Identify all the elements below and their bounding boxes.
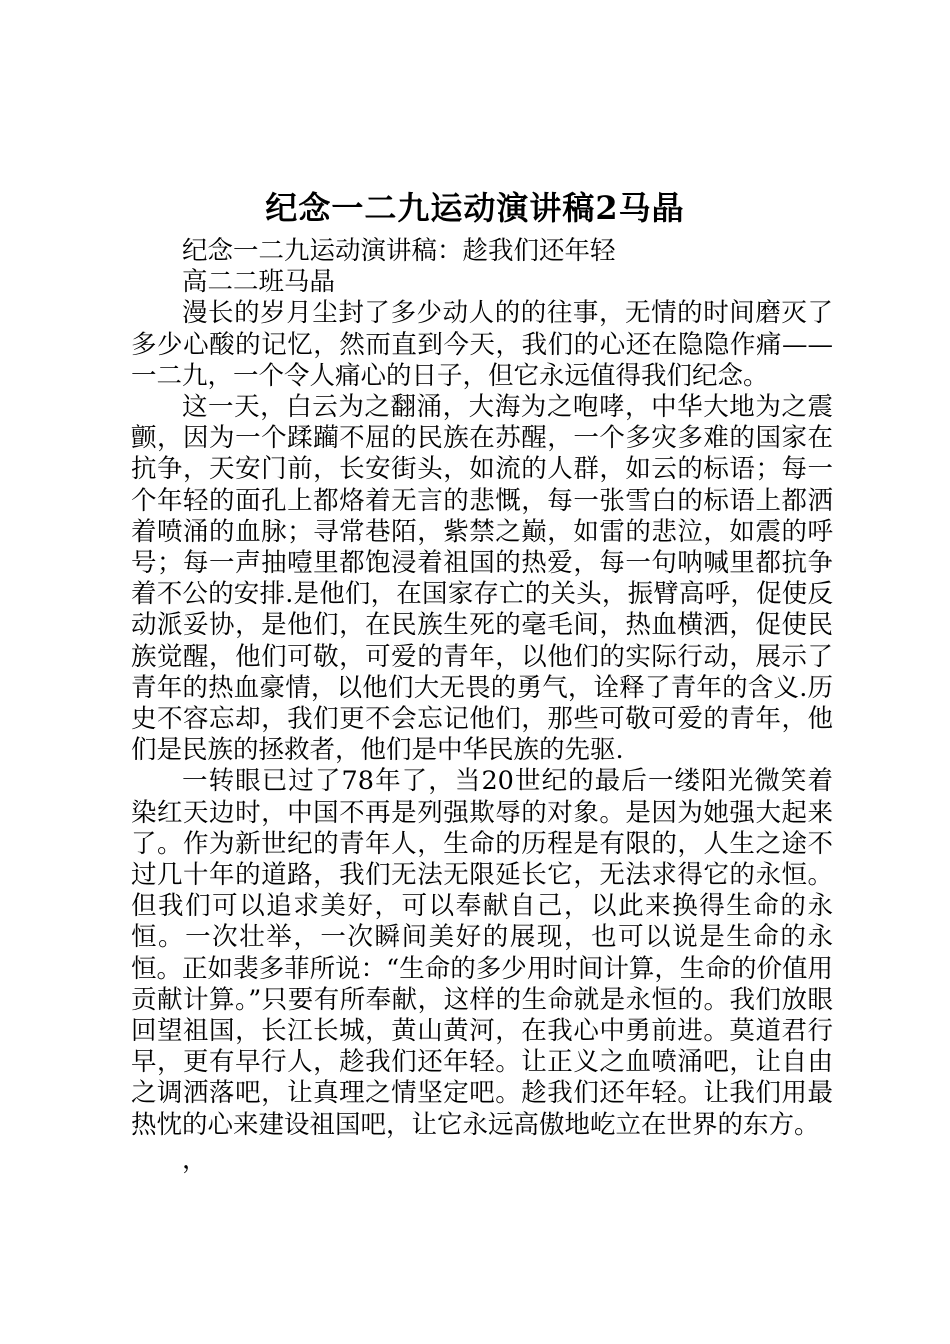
body-paragraph: 一转眼已过了78年了，当20世纪的最后一缕阳光微笑着染红天边时，中国不再是列强欺辱的对象。是因为她强大起来了。作为新世纪的青年人，生命的历程是有限的，人生之途不过几十年的道路，我们无法无限延长它，无法求得它的永恒。但我们可以追求美好，可以奉献自己，以此来换得生命的永恒。一次壮举，一次瞬间美好的展现，也可以说是生命的永恒。正如裴多菲所说：“生命的多少用时间计算，生命的价值用贡献计算。”只要有所奉献，这样的生命就是永恒的。我们放眼回望祖国，长江长城，黄山黄河，在我心中勇前进。莫道君行早，更有早行人，趁我们还年轻。让正义之血喷涌吧，让自由之调洒落吧，让真理之情坚定吧。趁我们还年轻。让我们用最热忱的心来建设祖国吧，让它永远高傲地屹立在世界的东方。 — [131, 766, 833, 1140]
subtitle-paragraph: 纪念一二九运动演讲稿：趁我们还年轻 — [182, 236, 616, 266]
trailing-mark: ， — [182, 1144, 208, 1175]
document-body — [131, 236, 833, 1176]
body-paragraph: 这一天，白云为之翻涌，大海为之咆哮，中华大地为之震颤，因为一个蹂躏不屈的民族在苏醒，一个多灾多难的国家在抗争，天安门前，长安街头，如流的人群，如云的标语；每一个年轻的面孔上都烙着无言的悲慨，每一张雪白的标语上都洒着喷涌的血脉；寻常巷陌，紫禁之巅，如雷的悲泣，如震的呼号；每一声抽噎里都饱浸着祖国的热爱，每一句呐喊里都抗争着不公的安排.是他们，在国家存亡的关头，振臂高呼，促使反动派妥协，是他们，在民族生死的毫毛间，热血横洒，促使民族觉醒，他们可敬，可爱的青年，以他们的实际行动，展示了青年的热血豪情，以他们大无畏的勇气，诠释了青年的含义.历史不容忘却，我们更不会忘记他们，那些可敬可爱的青年，他们是民族的拯救者，他们是中华民族的先驱. — [131, 392, 833, 766]
author-paragraph: 高二二班马晶 — [182, 267, 336, 298]
document-title: 纪念一二九运动演讲稿2马晶 — [265, 189, 685, 227]
body-paragraph: 漫长的岁月尘封了多少动人的的往事，无情的时间磨灭了多少心酸的记忆，然而直到今天，我们的心还在隐隐作痛——一二九，一个令人痛心的日子，但它永远值得我们纪念。 — [131, 298, 833, 391]
